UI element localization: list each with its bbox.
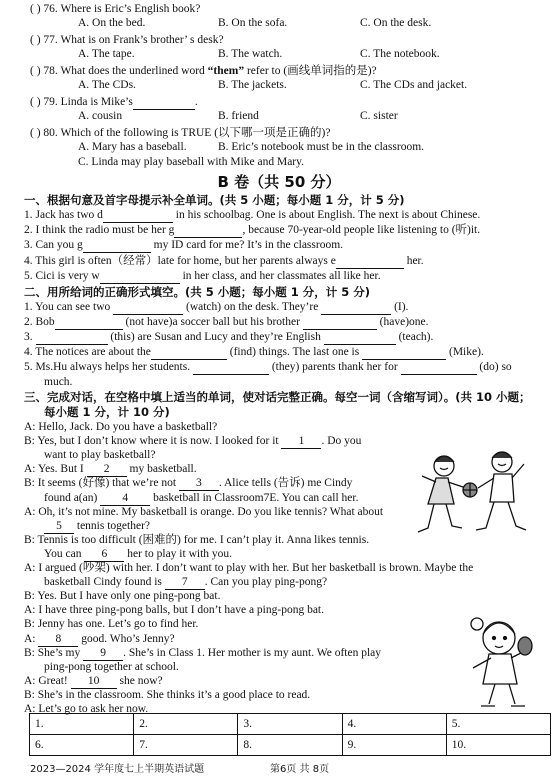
q77-stem: ( ) 77. What is on Frank’s brother’ s desk?: [30, 34, 224, 46]
q78-stem-pre: ( ) 78. What does the underlined word: [30, 65, 208, 77]
dialogue-text: her to play it with you.: [124, 547, 233, 560]
dialogue-line: [24, 688, 310, 703]
answer-cell-10[interactable]: 10.: [446, 735, 550, 756]
p2-4-blank-b: [362, 346, 446, 360]
dialogue-line: [44, 575, 327, 590]
p1-4-blank: [336, 255, 404, 269]
p1-5-post: in her class, and her classmates all like her.: [179, 270, 381, 282]
part1-item-1: [24, 208, 558, 223]
p1-4-post: her.: [403, 255, 424, 267]
dialogue-text: B: Yes, but I don’t know where it is now. I looked for it: [24, 435, 282, 448]
p2-3-blank-a: [36, 331, 108, 345]
dialogue-text: B: Jenny has one. Let’s go to find her.: [24, 618, 199, 631]
p2-1-blank-b: [321, 301, 391, 315]
dialogue-blank-7: 7: [165, 576, 205, 590]
dialogue-text: A: Great!: [24, 674, 71, 687]
p1-2-pre: 2. I think the radio must be her g: [24, 224, 175, 236]
part2-heading: 二、用所给词的正确形式填空。(共 5 小题；每小题 1 分，计 5 分): [24, 285, 371, 299]
dialogue-line: [24, 674, 163, 689]
p2-4-mid: (find) things. The last one is: [226, 346, 363, 358]
p2-2-blank-b: [303, 316, 377, 330]
part2-item-5-cont: much.: [44, 376, 73, 388]
dialogue-text: A: Let’s go to ask her now.: [24, 703, 149, 715]
p2-5-blank-a: [193, 361, 269, 375]
q79-blank: [133, 96, 195, 110]
q76-stem: ( ) 76. Where is Eric’s English book?: [30, 3, 201, 15]
dialogue-line: [24, 533, 369, 548]
dialogue-text: my basketball.: [126, 463, 197, 476]
p1-2-post: , because 70-year-old people like listening to (听)it.: [242, 224, 481, 236]
p1-3-pre: 3. Can you g: [24, 239, 83, 251]
p2-2-post: (have)one.: [376, 316, 429, 328]
part2-item-1: [24, 300, 558, 315]
dialogue-line: [24, 462, 197, 477]
p2-5-mid: (they) parents thank her for: [268, 361, 401, 373]
answer-cell-1[interactable]: 1.: [30, 714, 134, 735]
answer-cell-9[interactable]: 9.: [342, 735, 446, 756]
dialogue-text: B: Tennis is too difficult (困难的) for me. I can’t play it. Anna likes tennis.: [24, 533, 370, 546]
dialogue-text: A: I argued (吵架) with her. I don’t want to play with her. But her basketball is brown. Maybe the: [24, 562, 474, 574]
q76-option-c: C. On the desk.: [360, 17, 432, 29]
p1-1-pre: 1. Jack has two d: [24, 209, 103, 221]
q76-option-b: B. On the sofa.: [218, 17, 288, 29]
ping-pong-girl-illustration: [455, 612, 535, 712]
part2-item-4: [24, 345, 558, 360]
q77-option-a: A. The tape.: [78, 48, 135, 60]
dialogue-text: A: Hello, Jack. Do you have a basketball?: [24, 421, 218, 433]
dialogue-blank-3: 3: [179, 477, 219, 491]
dialogue-text: B: She’s in the classroom. She thinks it’s a good place to read.: [24, 688, 311, 701]
part2-item-5: [24, 360, 558, 375]
dialogue-text: A: Oh, it’s not mine. My basketball is orange. Do you like tennis? What about: [24, 505, 384, 518]
q79-option-b: B. friend: [218, 110, 259, 122]
dialogue-blank-8: 8: [38, 633, 78, 647]
p2-3-blank-b: [324, 331, 396, 345]
p1-2-blank: [174, 224, 242, 238]
answer-cell-5[interactable]: 5.: [446, 714, 550, 735]
dialogue-line: [24, 561, 473, 576]
q80-option-a: A. Mary has a baseball.: [78, 141, 187, 153]
answer-cell-2[interactable]: 2.: [134, 714, 238, 735]
dialogue-line: [24, 420, 217, 435]
p1-4-pre: 4. This girl is often（经常）late for home, but her parents always e: [24, 255, 336, 267]
dialogue-line: [24, 476, 352, 491]
dialogue-blank-9: 9: [83, 647, 123, 661]
dialogue-line: [24, 434, 361, 449]
q79-option-c: C. sister: [360, 110, 398, 122]
dialogue-text: . Can you play ping-pong?: [204, 576, 328, 589]
q79-text: ( ) 79. Linda is Mike’s: [30, 96, 133, 108]
q77-option-b: B. The watch.: [218, 48, 283, 60]
dialogue-blank-2: 2: [87, 463, 127, 477]
p2-5-blank-b: [401, 361, 477, 375]
q78-underlined-word: “them”: [207, 65, 245, 77]
dialogue-text: good. Who’s Jenny?: [78, 632, 175, 645]
p2-3-mid: (this) are Susan and Lucy and they’re English: [107, 331, 324, 343]
q79-stem: ( ) 79. Linda is Mike’s .: [30, 96, 198, 108]
part1-item-5: [24, 269, 558, 284]
p2-2-pre: 2. Bob: [24, 316, 55, 328]
answer-cell-8[interactable]: 8.: [238, 735, 342, 756]
part1-item-4: [24, 254, 558, 269]
basketball-players-illustration: [410, 450, 538, 546]
p2-5-pre: 5. Ms.Hu always helps her students.: [24, 361, 193, 373]
dialogue-blank-4: 4: [100, 492, 150, 506]
q77-option-c: C. The notebook.: [360, 48, 440, 60]
p2-1-pre: 1. You can see two: [24, 301, 114, 313]
dialogue-line: [24, 632, 175, 647]
dialogue-blank-1: 1: [281, 435, 321, 449]
dialogue-text: You can: [44, 547, 85, 560]
dialogue-blank-10: 10: [71, 675, 117, 689]
footer-page-number: 第6页 共 8页: [270, 764, 330, 775]
p2-3-post: (teach).: [395, 331, 434, 343]
answer-table: [29, 713, 551, 756]
dialogue-text: A: I have three ping-pong balls, but I don’t have a ping-pong bat.: [24, 604, 324, 617]
p2-3-pre: 3.: [24, 331, 36, 343]
dialogue-line: [24, 589, 220, 604]
part2-item-2: [24, 315, 558, 330]
dialogue-text: basketball Cindy found is: [44, 576, 165, 589]
answer-cell-6[interactable]: 6.: [30, 735, 134, 756]
q78-option-a: A. The CDs.: [78, 79, 136, 91]
q80-option-c: C. Linda may play baseball with Mike and Mary.: [78, 156, 305, 168]
q76-option-a: A. On the bed.: [78, 17, 146, 29]
p2-1-mid: (watch) on the desk. They’re: [183, 301, 322, 313]
part1-item-2: [24, 223, 558, 238]
p2-1-post: (I).: [391, 301, 409, 313]
answer-cell-3[interactable]: 3.: [238, 714, 342, 735]
p1-3-post: my ID card for me? It’s in the classroom.: [150, 239, 344, 251]
dialogue-text: found a(an): [44, 491, 101, 504]
dialogue-line: [44, 519, 150, 534]
dialogue-line: [24, 617, 198, 632]
p1-1-post: in his schoolbag. One is about English. The next is about Chinese.: [172, 209, 481, 221]
part2-item-3: [24, 330, 558, 345]
dialogue-text: B: It seems (好像) that we’re not: [24, 477, 179, 490]
dialogue-text: . Do you: [321, 435, 362, 448]
dialogue-text: B: Yes. But I have only one ping-pong bat.: [24, 590, 221, 603]
answer-cell-4[interactable]: 4.: [342, 714, 446, 735]
dialogue-line: [44, 660, 179, 675]
part3-heading: 三、完成对话，在空格中填上适当的单词，使对话完整正确。每空一词（含缩写词）。(共 10 小题；: [24, 390, 531, 404]
answer-row-2: [30, 735, 551, 756]
dialogue-text: A:: [24, 632, 39, 645]
p2-4-post: (Mike).: [446, 346, 484, 358]
dialogue-text: basketball in Classroom7E. You can call her.: [150, 491, 359, 504]
answer-row-1: [30, 714, 551, 735]
p2-4-pre: 4. The notices are about the: [24, 346, 151, 358]
q78-option-c: C. The CDs and jacket.: [360, 79, 468, 91]
p2-1-blank-a: [113, 301, 183, 315]
dialogue-line: [44, 491, 358, 506]
dialogue-blank-5: 5: [44, 520, 74, 534]
dialogue-text: . Alice tells (告诉) me Cindy: [218, 477, 353, 490]
q80-stem: ( ) 80. Which of the following is TRUE (以下哪一项是正确的)?: [30, 127, 331, 139]
q80-option-b: B. Eric’s notebook must be in the classroom.: [218, 141, 425, 153]
q78-stem: [30, 64, 558, 79]
dialogue-text: B: She’s my: [24, 646, 84, 659]
dialogue-text: A: Yes. But I: [24, 463, 87, 476]
dialogue-blank-6: 6: [84, 548, 124, 562]
dialogue-line: [24, 646, 381, 661]
dialogue-text: . She’s in Class 1. Her mother is my aunt. We often play: [123, 646, 382, 659]
q78-stem-post: refer to (画线单词指的是)?: [244, 65, 377, 77]
dialogue-text: ping-pong together at school.: [44, 660, 179, 673]
dialogue-text: want to play basketball?: [44, 449, 156, 462]
p2-2-mid: (not have)a soccer ball but his brother: [122, 316, 303, 328]
dialogue-line: [44, 547, 232, 562]
dialogue-text: tennis together?: [74, 519, 151, 532]
q79-option-a: A. cousin: [78, 110, 123, 122]
dialogue-text: she now?: [116, 674, 163, 687]
p2-5-post: (do) so: [476, 361, 512, 373]
part3-heading-cont: 每小题 1 分，计 10 分): [44, 405, 170, 419]
dialogue-line: [44, 448, 155, 463]
answer-cell-7[interactable]: 7.: [134, 735, 238, 756]
footer-exam-title: 2023—2024 学年度七上半期英语试题: [30, 764, 205, 775]
p1-3-blank: [83, 239, 151, 253]
q78-option-b: B. The jackets.: [218, 79, 287, 91]
part1-item-3: [24, 238, 558, 253]
p2-2-blank-a: [55, 316, 123, 330]
p1-5-blank: [100, 270, 180, 284]
part1-heading: 一、根据句意及首字母提示补全单词。(共 5 小题；每小题 1 分，计 5 分): [24, 193, 405, 207]
section-b-title: B 卷（共 50 分）: [217, 173, 341, 191]
p2-4-blank-a: [151, 346, 227, 360]
p1-1-blank: [103, 209, 173, 223]
p1-5-pre: 5. Cici is very w: [24, 270, 100, 282]
dialogue-line: [24, 505, 383, 520]
dialogue-line: [24, 603, 324, 618]
